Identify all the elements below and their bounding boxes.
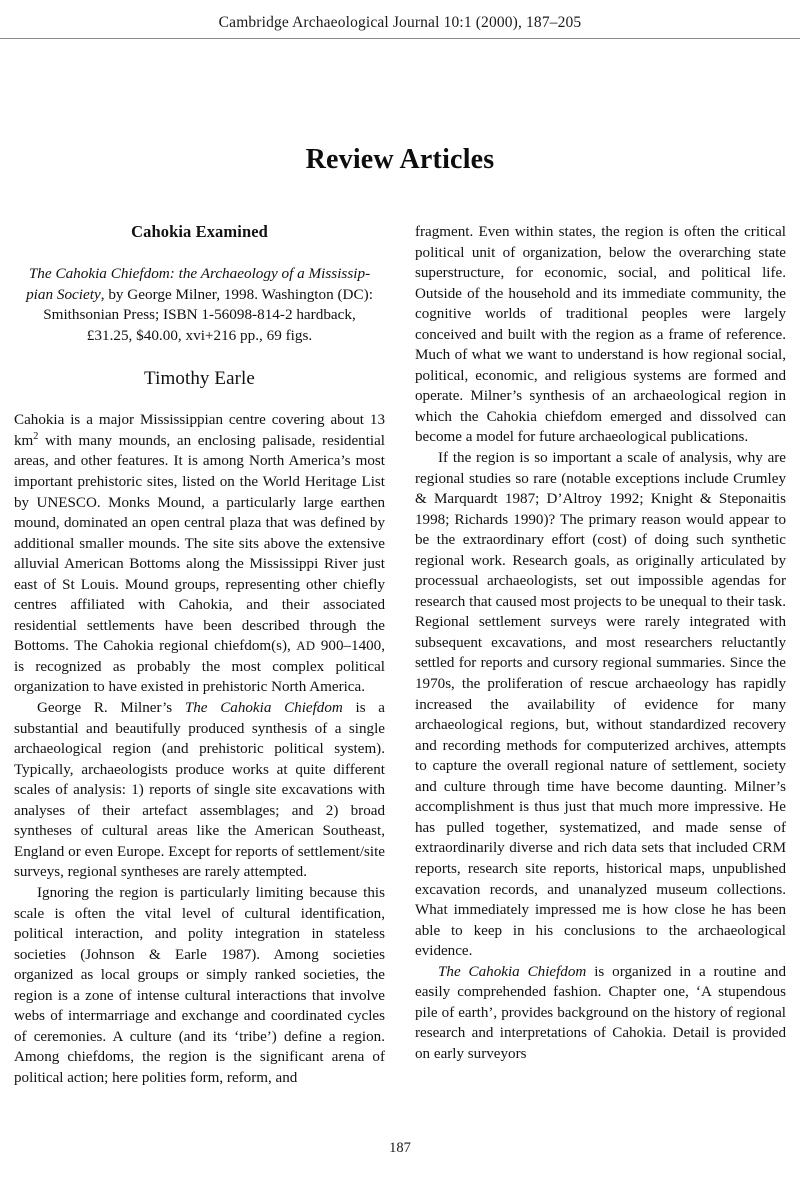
book-citation-title: The Cahokia Chiefdom: the Archaeology of a Mississip-pian Society	[26, 265, 371, 303]
review-title: Cahokia Examined	[131, 222, 268, 241]
body-paragraph	[415, 448, 786, 962]
page-title: Review Articles	[305, 143, 495, 175]
body-paragraph	[415, 222, 786, 448]
page-number: 187	[389, 1140, 411, 1156]
text-run: is a substantial and beautifully produced synthesis of a single archaeological region (and prehistoric political system). Typically, archaeologists produce works at quite different scales of analysis: 1) reports of single site excavations with analyses of their artefact assemblages; and 2) broad syntheses of cultural areas like the American Southeast, England or even Europe. Except for reports of settlement/site surveys, regional syntheses are rarely attempted.	[14, 700, 386, 881]
book-citation-details: , by George Milner, 1998. Washington (DC): Smithsonian Press; ISBN 1-56098-814-2 hardback, £31.25, $40.00, xvi+216 pp., 69 figs.	[43, 285, 373, 344]
text-run: fragment. Even within states, the region is often the critical political unit of organization, below the overarching state superstructure, for economic, social, and political life. Outside of the household and its immediate community, the cognitive worlds of traditional peoples were largely conceived and built with the region as a frame of reference. Much of what we want to understand is how regional social, political, economic, and religious systems are formed and operate. Milner’s synthesis of an archaeological region in which the Cahokia chiefdom emerged and dissolved can become a model for future archaeological publications.	[415, 224, 786, 446]
text-run: If the region is so important a scale of analysis, why are regional studies so rare (notable exceptions include Crumley & Marquardt 1987; D’Altroy 1992; Knight & Steponaitis 1998; Richards 1990)? The primary reason would appear to be the extraordinary effort (cost) of doing such synthetic regional work. Research goals, as originally articulated by processual archaeologists, set out impossible agendas for research that caused most projects to be unequal to their task. Regional settlement surveys were rarely integrated with subsequent excavations, and most researchers reluctantly settled for reports and cursory regional summaries. Since the 1970s, the proliferation of rescue archaeology has rapidly increased the availability of evidence for many archaeological regions, but, without standardized recovery and recording methods for computerized archives, attempts to capture the overall regional nature of settlement, society and culture through time have become daunting. Milner’s accomplishment is thus just that much more impressive. He has pulled together, systematized, and made sense of extraordinarily diverse and rich data sets that included CRM reports, research site reports, historical maps, unpublished excavation records, and unanalyzed museum collections. What immediately impressed me is how close he has been able to keep in his conclusions to the archaeological evidence.	[415, 450, 786, 960]
running-head: Cambridge Archaeological Journal 10:1 (2000), 187–205	[218, 14, 582, 31]
text-run: with many mounds, an enclosing palisade, residential areas, and other features. It is among North America’s most important prehistoric sites, listed on the World Heritage List by UNESCO. Monks Mound, a particularly large earthen mound, dominated an open central plaza that was defined by additional smaller mounds. The site sits above the extensive alluvial American Bottoms along the Mississippi River just east of St Louis. Mound groups, representing other chiefly centres affiliated with Cahokia, and their associated residential settlements have been described through the Bottoms. The Cahokia regional chiefdom(s),	[14, 432, 385, 655]
body-paragraph	[14, 698, 385, 883]
left-column-text	[14, 410, 385, 1088]
text-run: Ignoring the region is particularly limiting because this scale is often the vital level of cultural identification, political interaction, and polity integration in stateless societies (Johnson & Earle 1987). Among societies organized as local groups or simply ranked societies, the region is a zone of intense cultural interactions that involve webs of intermarriage and exchange and coordinated cycles of ceremonies. A culture (and its ‘tribe’) define a region. Among chiefdoms, the region is the significant arena of political action; here polities form, reform, and	[14, 884, 385, 1086]
book-citation	[14, 264, 385, 346]
superscript: 2	[33, 430, 39, 442]
text-run: George R. Milner’s	[37, 700, 185, 717]
text-run: Cahokia is a major Mississippian centre covering about 13 km	[14, 412, 385, 449]
body-columns	[14, 222, 786, 1088]
text-run: 900–1400, is recognized as probably the most complex political organization to have existed in prehistoric North America.	[14, 638, 386, 696]
text-run: is organized in a routine and easily comprehended fashion. Chapter one, ‘A stupendous pile of earth’, provides background on the history of regional research and interpretations of Cahokia. Detail is provided on early surveyors	[415, 963, 786, 1062]
small-caps-era: AD	[296, 639, 316, 654]
right-column	[415, 222, 786, 1088]
header-rule	[0, 38, 800, 39]
body-paragraph	[14, 883, 385, 1088]
italic-title: The Cahokia Chiefdom	[438, 963, 587, 980]
right-column-text	[415, 222, 786, 1064]
left-column	[14, 222, 385, 1088]
review-author: Timothy Earle	[144, 368, 255, 390]
body-paragraph	[14, 410, 385, 698]
italic-title: The Cahokia Chiefdom	[184, 700, 343, 717]
body-paragraph	[415, 962, 786, 1065]
